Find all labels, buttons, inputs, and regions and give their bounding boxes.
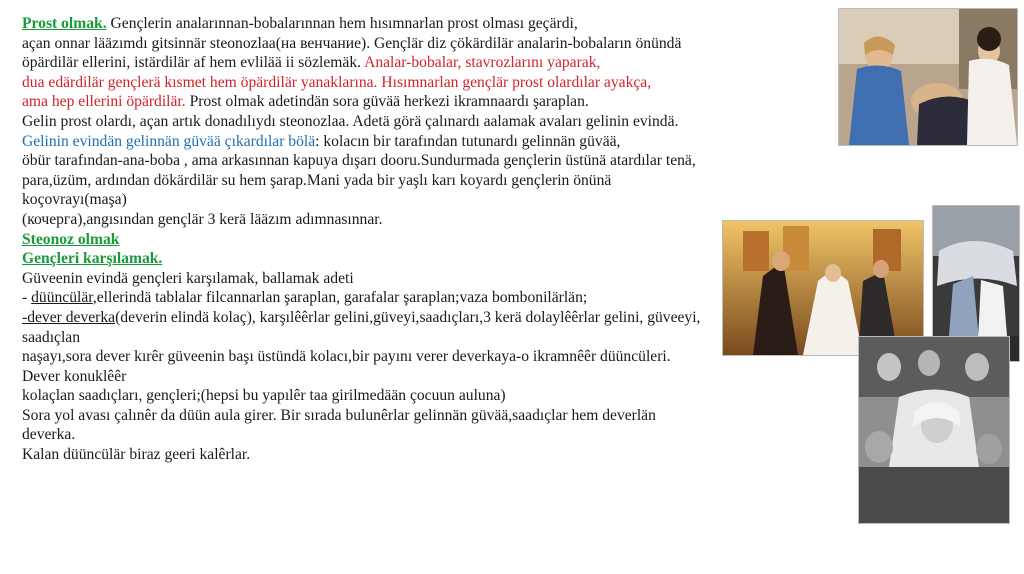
highlight-red-line: dua edärdilär gençlerä kısmet hem öpärdilär yanaklarına. Hısımnarlan gençlär prost olardılar ayakça,: [22, 73, 652, 91]
text-line: [22, 132, 872, 152]
heading-prost-olmak: Prost olmak.: [22, 15, 107, 32]
text-line: açan onnar lääzımdı gitsinnär steonozlaa(на венчание). Gençlär diz çökärdilär analarin-bobaların önündä: [22, 34, 682, 52]
text-line: Gelin prost olardı, açan artık donadılıydı steonozlaa. Adetä görä çalınardı aalamak avaları gelinin evindä.: [22, 112, 679, 130]
photo-blessing: [838, 8, 1018, 146]
text-line: [22, 14, 872, 34]
text-line: kolaçlan saadıçları, gençleri;(hepsi bu yapılêr taa girilmedään çocuun auluna): [22, 387, 506, 405]
text-line: Sora yol avası çalınêr da düün aula girer. Bir sırada bulunêrlar gelinnän güvää,saadıçlar hem deverlän: [22, 406, 656, 424]
text-line: naşayı,sora dever kırêr güveenin başı üstündä kolacı,bir payını verer deverkaya-o ikramnêêr düüncüleri.: [22, 348, 671, 366]
text-line: öbür tarafından-ana-boba , ama arkasınnan kapuya dışarı dooru.Sundurmada gençlerin üstünä atardılar tenä,: [22, 152, 696, 170]
text-line: [22, 53, 872, 73]
text-fragment: -: [22, 289, 32, 307]
text-line: saadıçlan: [22, 328, 81, 346]
text-line: deverka.: [22, 426, 76, 444]
text-line: Kalan düüncülär biraz geeri kalêrlar.: [22, 446, 251, 464]
text-line: para,üzüm, ardından dökärdilär su hem şarap.Mani yada bir yaşlı karı koyardı gençlerin önünä: [22, 171, 612, 189]
text-line: (кочерга),angısından gençlär 3 kerä lääzım adımnasınnar.: [22, 210, 383, 228]
heading-steonoz-olmak: Steonoz olmak: [22, 230, 120, 248]
text-fragment: Gençlerin analarınnan-bobalarınnan hem hısımnarlan prost olması geçärdi,: [106, 15, 578, 32]
heading-gencleri-karsilamak: Gençleri karşılamak.: [22, 250, 163, 268]
highlight-blue: Gelinin evindän gelinnän güvää çıkardılar bölä: [22, 132, 316, 150]
photo-bw-wedding: [858, 336, 1010, 524]
text-fragment: : kolacın bir tarafından tutunardı gelinnän güvää,: [315, 132, 621, 150]
underlined-term: düüncülär: [31, 289, 93, 307]
text-fragment: (deverin elindä kolaç), karşılêêrlar gelini,güveyi,saadıçları,3 kerä dolaylêêrlar gelini, güveeyi,: [115, 308, 701, 326]
text-line: koçovrayı(maşa): [22, 191, 127, 209]
text-fragment: öpärdilär ellerini, istärdilär af hem evlilää ii sözlemäk.: [22, 54, 365, 72]
highlight-red: ama hep ellerini öpärdilär.: [22, 93, 186, 111]
text-fragment: ,ellerindä tablalar filcannarlan şaraplan, garafalar şaraplan;vaza bombonilärlän;: [92, 289, 588, 307]
text-line: [22, 92, 872, 112]
underlined-term: -dever deverka: [22, 308, 116, 326]
text-line: Dever konuklêêr: [22, 367, 127, 385]
text-fragment: Prost olmak adetindän sora güvää herkezi ikramnaardı şaraplan.: [185, 93, 589, 111]
text-line: Güveenin evindä gençleri karşılamak, ballamak adeti: [22, 269, 354, 287]
highlight-red: Analar-bobalar, stavrozlarını yaparak,: [364, 54, 601, 72]
